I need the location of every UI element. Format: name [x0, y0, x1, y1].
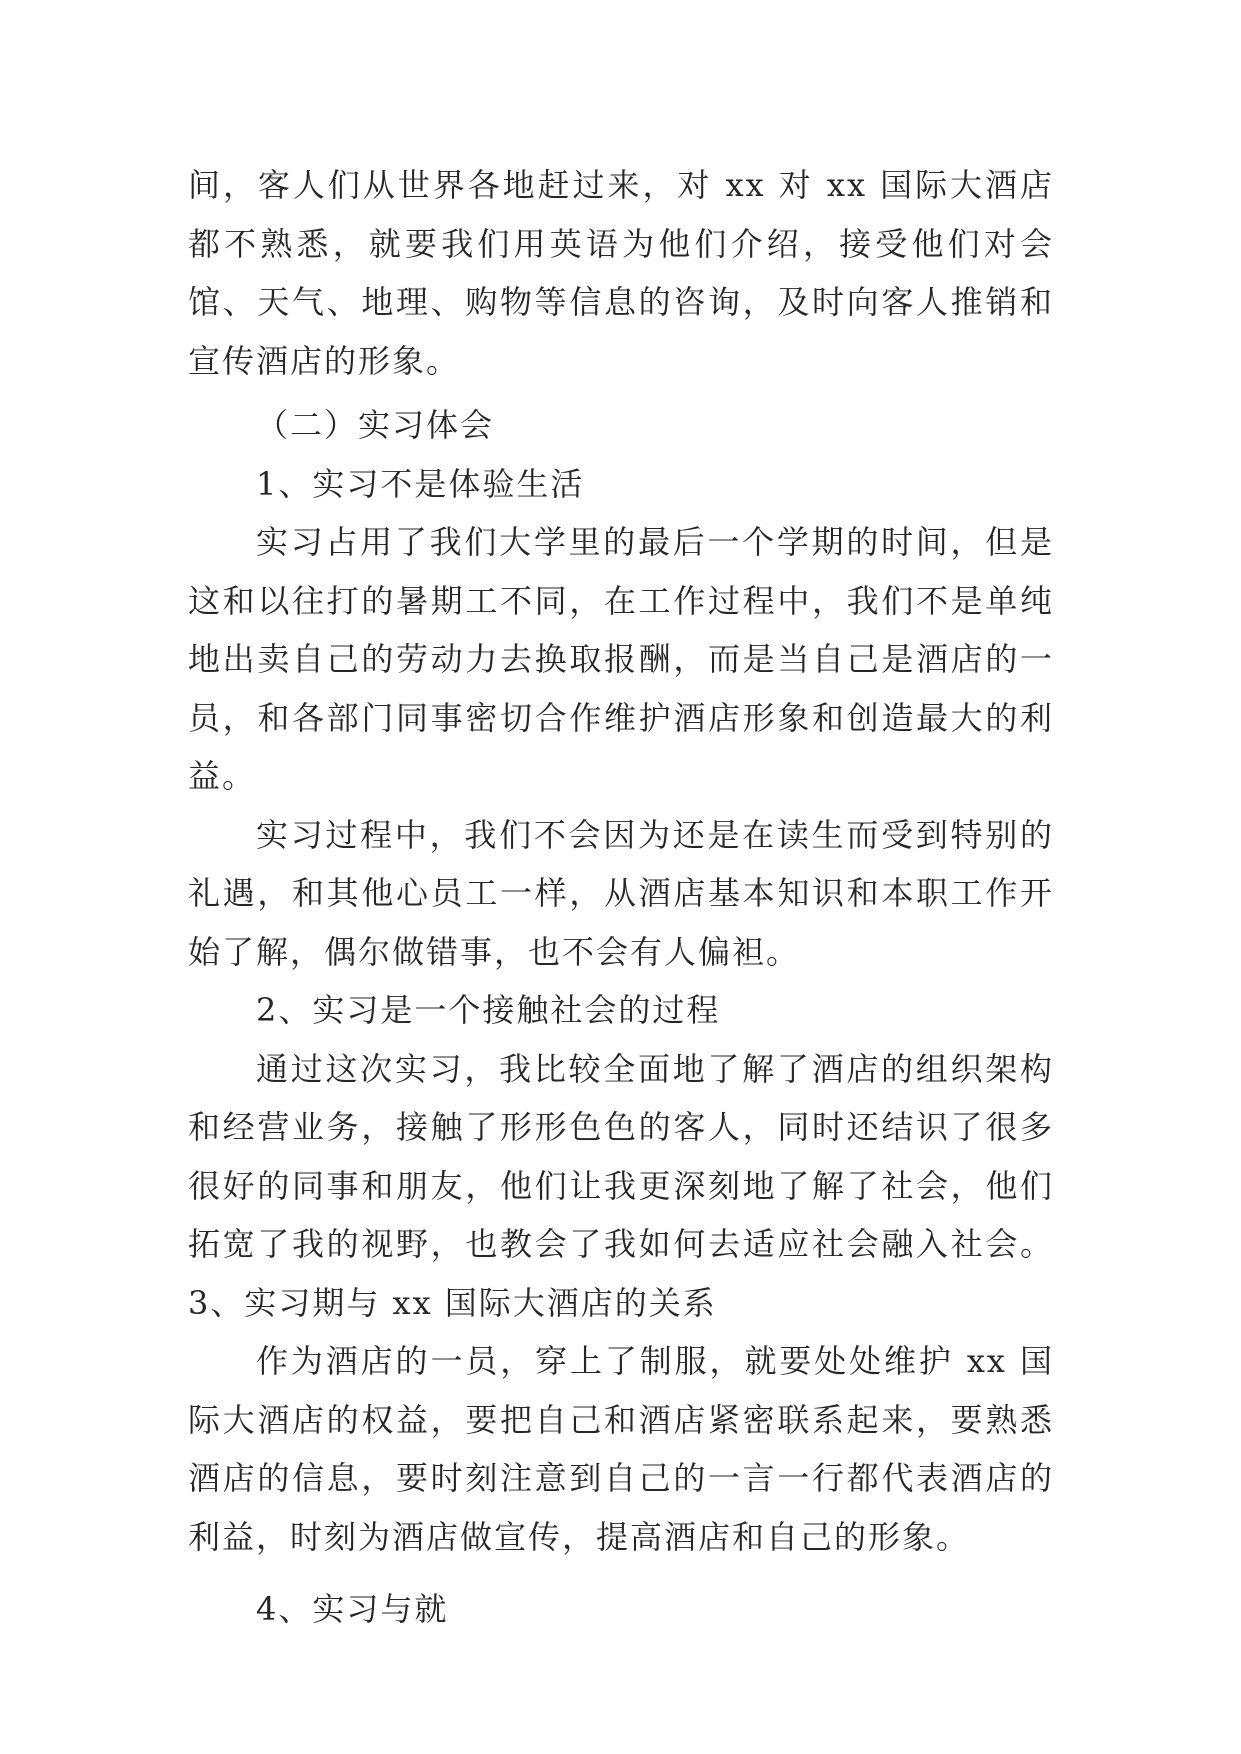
subheading-contact-with-society: 2、实习是一个接触社会的过程: [256, 991, 721, 1029]
paragraph-understanding-organization: 通过这次实习，我比较全面地了解了酒店的组织架构和经营业务，接触了形形色色的客人，同时还结识了很多很好的同事和朋友，他们让我更深刻地了解了社会，他们拓宽了我的视野，也教会了我如何去适应社会融入社会。 3、实习期与 xx 国际大酒店的关系: [188, 1049, 1054, 1322]
paragraph-hotel-introduction: 间，客人们从世界各地赶过来，对 xx 对 xx 国际大酒店都不熟悉，就要我们用英语为他们介绍，接受他们对会馆、天气、地理、购物等信息的咨询，及时向客人推销和宣传酒店的形象。: [188, 166, 1054, 380]
paragraph-last-semester: 实习占用了我们大学里的最后一个学期的时间，但是这和以往打的暑期工不同，在工作过程中，我们不是单纯地出卖自己的劳动力去换取报酬，而是当自己是酒店的一员，和各部门同事密切合作维护酒店形象和创造最大的利益。: [188, 523, 1054, 795]
paragraph-no-special-treatment: 实习过程中，我们不会因为还是在读生而受到特别的礼遇，和其他心员工一样，从酒店基本知识和本职工作开始了解，偶尔做错事，也不会有人偏袒。: [188, 815, 1054, 971]
subheading-not-experiencing-life: 1、实习不是体验生活: [256, 464, 585, 503]
section-heading-internship-experience: （二）实习体会: [256, 406, 495, 444]
subheading-internship-and-employment: 4、实习与就: [256, 1590, 449, 1628]
document-body: [188, 156, 1054, 1639]
paragraph-hotel-member: 作为酒店的一员，穿上了制服，就要处处维护 xx 国际大酒店的权益，要把自己和酒店紧密联系起来，要熟悉酒店的信息，要时刻注意到自己的一言一行都代表酒店的利益，时刻为酒店做宣传，提高酒店和自己的形象。: [188, 1342, 1054, 1556]
